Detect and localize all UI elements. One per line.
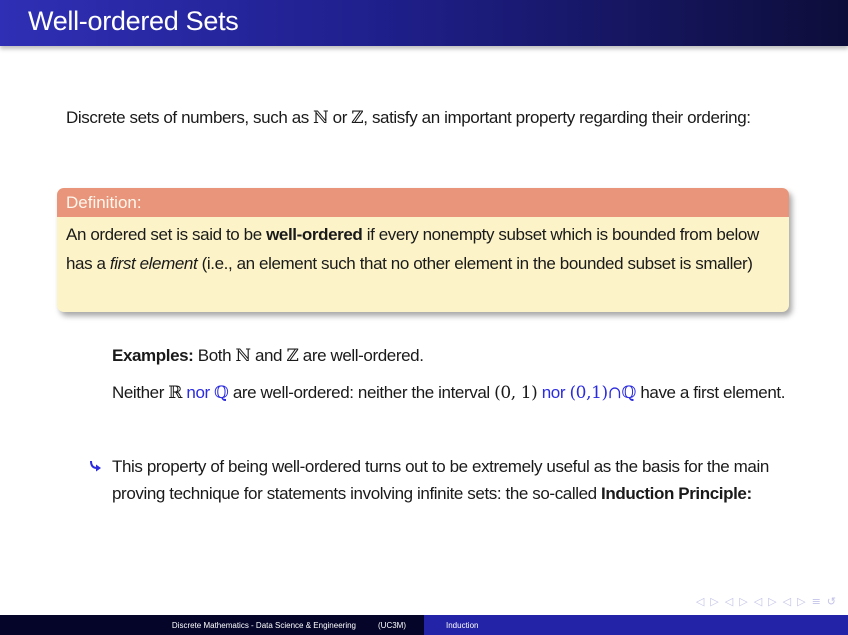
examples-text: Both [193,346,236,365]
nav-menu-icon[interactable]: ≡ [811,594,821,608]
intro-text-3: , satisfy an important property regarding their ordering: [363,108,751,127]
title-bar [0,0,848,46]
integers-symbol: ℤ [351,108,364,128]
nav-next-section-icon[interactable]: ▷ [768,594,777,608]
nav-search-icon[interactable]: ↺ [826,594,836,608]
examples-block [112,342,802,407]
footer-bar [0,615,848,635]
footer-left [0,615,424,635]
nav-prev-subsection-icon[interactable]: ◁ [724,594,734,608]
rationals-symbol: ℚ [214,383,229,403]
nav-prev-section-icon[interactable]: ◁ [753,594,763,608]
nav-prev-part-icon[interactable]: ◁ [782,594,792,608]
definition-text-2: if every nonempty subset which is bounded from below has a [66,225,759,273]
bullet-arrow-icon [89,458,103,472]
examples-text: have a first element. [636,383,786,402]
definition-text-1: An ordered set is said to be [66,225,267,244]
highlight-nor: nor [537,383,570,402]
highlight-nor: nor [182,383,215,402]
examples-text: are well-ordered. [298,346,424,365]
naturals-symbol: ℕ [235,346,251,366]
examples-line-1 [112,342,802,370]
nav-next-subsection-icon[interactable]: ▷ [739,594,748,608]
definition-body [57,217,789,278]
naturals-symbol: ℕ [313,108,329,128]
interval-rationals-math: (0,1)∩ℚ [569,383,637,403]
nav-next-part-icon[interactable]: ▷ [797,594,806,608]
definition-term: well-ordered [266,225,363,244]
beamer-navigation [696,594,836,608]
bullet-text: This property of being well-ordered turns out to be extremely useful as the basis for the main proving technique for statements involving infinite sets: the so-called [112,457,769,503]
definition-header: Definition: [57,188,789,217]
integers-symbol: ℤ [286,346,299,366]
nav-prev-frame-icon[interactable]: ◁ [695,594,705,608]
examples-label: Examples: [112,346,194,365]
induction-term: Induction Principle: [601,484,752,503]
nav-next-frame-icon[interactable]: ▷ [710,594,719,608]
examples-text: are well-ordered: neither the interval [228,383,495,402]
slide-title: Well-ordered Sets [28,6,239,36]
footer-section: Induction [446,620,479,630]
interval-math: (0, 1) [494,383,538,403]
bullet-paragraph [112,453,802,507]
examples-text: and [250,346,287,365]
examples-text: Neither [112,383,169,402]
intro-paragraph [66,104,786,132]
definition-text-3: (i.e., an element such that no other element in the bounded subset is smaller) [197,254,753,273]
footer-right [424,615,848,635]
intro-text-2: or [328,108,352,127]
intro-text-1: Discrete sets of numbers, such as [66,108,314,127]
footer-institution: (UC3M) [378,620,406,630]
definition-block [57,188,789,312]
examples-line-2 [112,379,802,407]
definition-emphasis: first element [109,254,198,273]
reals-symbol: ℝ [168,383,183,403]
footer-course: Discrete Mathematics - Data Science & Engineering [171,620,356,630]
